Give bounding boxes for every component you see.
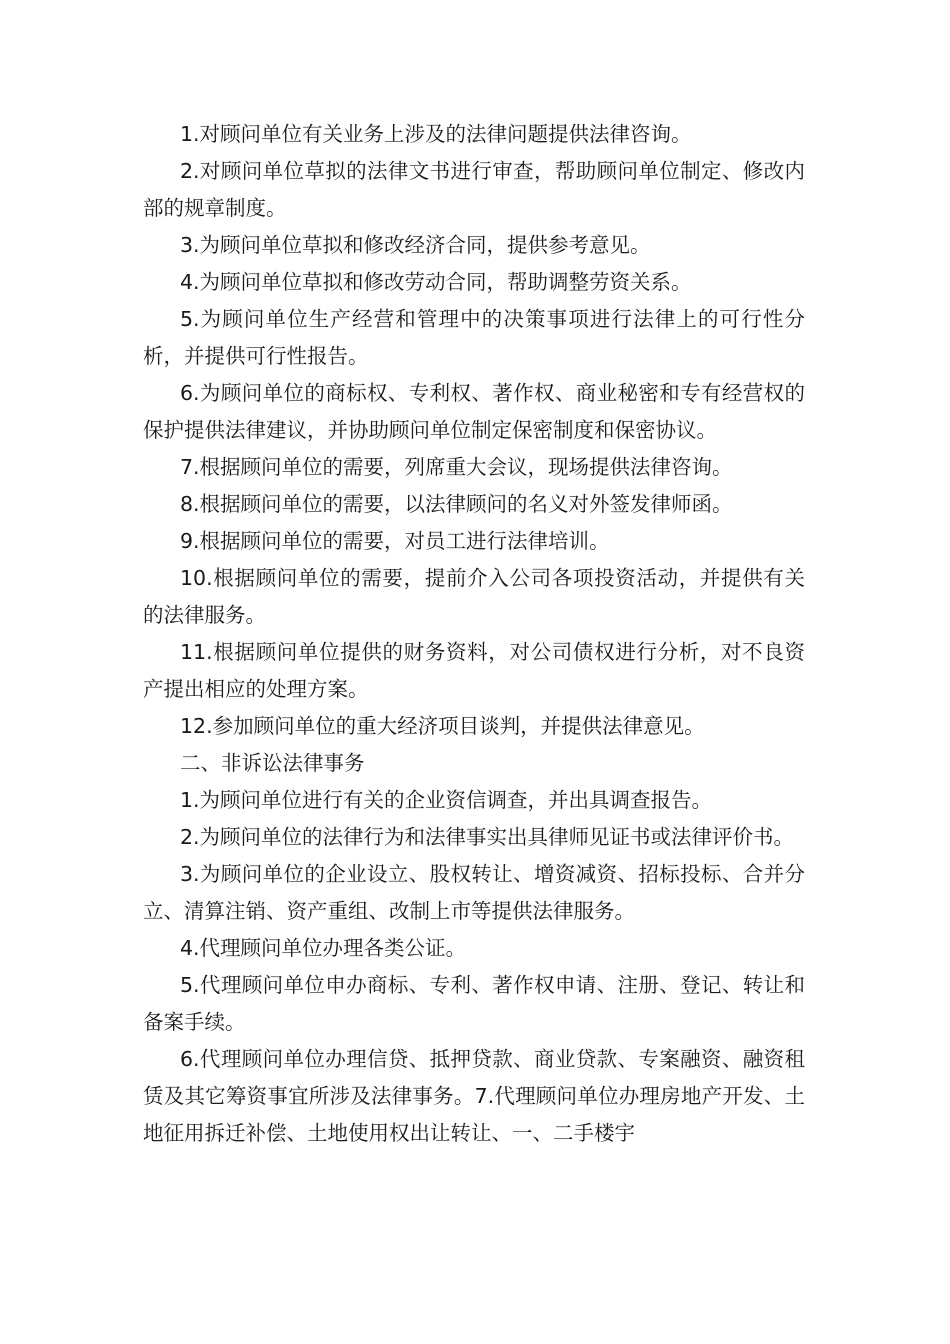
section-heading: 二、非诉讼法律事务 — [180, 751, 365, 775]
paragraph-9: 9.根据顾问单位的需要，对员工进行法律培训。 — [180, 529, 610, 553]
paragraph-17: 5.代理顾问单位申办商标、专利、著作权申请、注册、登记、转让和备案手续。 — [143, 973, 805, 1034]
paragraph-5: 5.为顾问单位生产经营和管理中的决策事项进行法律上的可行性分析，并提供可行性报告。 — [143, 307, 805, 368]
paragraph-18: 6.代理顾问单位办理信贷、抵押贷款、商业贷款、专案融资、融资租赁及其它筹资事宜所涉及法律事务。7.代理顾问单位办理房地产开发、土地征用拆迁补偿、土地使用权出让转让、一、二手楼宇 — [143, 1047, 805, 1145]
document-body — [143, 116, 805, 1152]
paragraph-7: 7.根据顾问单位的需要，列席重大会议，现场提供法律咨询。 — [180, 455, 733, 479]
paragraph-2: 2.对顾问单位草拟的法律文书进行审查，帮助顾问单位制定、修改内部的规章制度。 — [143, 159, 805, 220]
paragraph-13: 1.为顾问单位进行有关的企业资信调查，并出具调查报告。 — [180, 788, 713, 812]
paragraph-11: 11.根据顾问单位提供的财务资料，对公司债权进行分析，对不良资产提出相应的处理方案。 — [143, 640, 805, 701]
paragraph-6: 6.为顾问单位的商标权、专利权、著作权、商业秘密和专有经营权的保护提供法律建议，并协助顾问单位制定保密制度和保密协议。 — [143, 381, 805, 442]
paragraph-3: 3.为顾问单位草拟和修改经济合同，提供参考意见。 — [180, 233, 651, 257]
paragraph-10: 10.根据顾问单位的需要，提前介入公司各项投资活动，并提供有关的法律服务。 — [143, 566, 805, 627]
paragraph-15: 3.为顾问单位的企业设立、股权转让、增资减资、招标投标、合并分立、清算注销、资产重组、改制上市等提供法律服务。 — [143, 862, 805, 923]
paragraph-14: 2.为顾问单位的法律行为和法律事实出具律师见证书或法律评价书。 — [180, 825, 795, 849]
paragraph-16: 4.代理顾问单位办理各类公证。 — [180, 936, 467, 960]
paragraph-4: 4.为顾问单位草拟和修改劳动合同，帮助调整劳资关系。 — [180, 270, 692, 294]
paragraph-12: 12.参加顾问单位的重大经济项目谈判，并提供法律意见。 — [180, 714, 705, 738]
paragraph-1: 1.对顾问单位有关业务上涉及的法律问题提供法律咨询。 — [180, 122, 692, 146]
paragraph-8: 8.根据顾问单位的需要，以法律顾问的名义对外签发律师函。 — [180, 492, 733, 516]
